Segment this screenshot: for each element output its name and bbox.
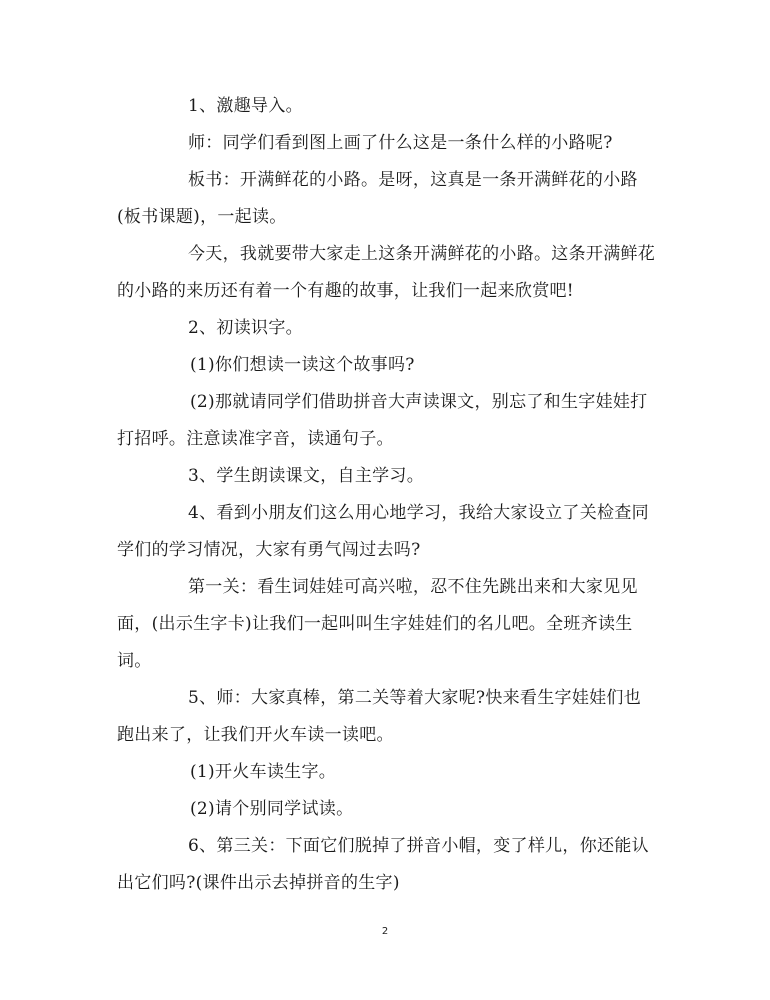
paragraph-4: 今天，我就要带大家走上这条开满鲜花的小路。这条开满鲜花的小路的来历还有着一个有趣的故事，让我们一起来欣赏吧! xyxy=(117,244,656,301)
paragraph-7: (2)那就请同学们借助拼音大声读课文，别忘了和生字娃娃打打招呼。注意读准字音，读通句子。 xyxy=(117,392,648,449)
paragraph-2: 师：同学们看到图上画了什么这是一条什么样的小路呢? xyxy=(188,133,613,153)
paragraph-13: (2)请个别同学试读。 xyxy=(190,799,354,819)
paragraph-14: 6、第三关：下面它们脱掉了拼音小帽，变了样儿，你还能认出它们吗?(课件出示去掉拼音的生字) xyxy=(117,836,649,893)
paragraph-11: 5、师：大家真棒，第二关等着大家呢?快来看生字娃娃们也跑出来了，让我们开火车读一读吧。 xyxy=(117,688,642,745)
page-number: 2 xyxy=(381,926,389,937)
paragraph-6: (1)你们想读一读这个故事吗? xyxy=(190,355,415,375)
paragraph-9: 4、看到小朋友们这么用心地学习，我给大家设立了关检查同学们的学习情况，大家有勇气闯过去吗? xyxy=(117,503,649,560)
paragraph-8: 3、学生朗读课文，自主学习。 xyxy=(188,466,425,486)
paragraph-5: 2、初读识字。 xyxy=(188,318,303,338)
paragraph-1: 1、激趣导入。 xyxy=(188,96,303,116)
paragraph-10: 第一关：看生词娃娃可高兴啦，忍不住先跳出来和大家见见面，(出示生字卡)让我们一起叫叫生字娃娃们的名儿吧。全班齐读生词。 xyxy=(117,577,638,671)
paragraph-3: 板书：开满鲜花的小路。是呀，这真是一条开满鲜花的小路(板书课题)，一起读。 xyxy=(117,170,638,227)
paragraph-12: (1)开火车读生字。 xyxy=(190,762,337,782)
